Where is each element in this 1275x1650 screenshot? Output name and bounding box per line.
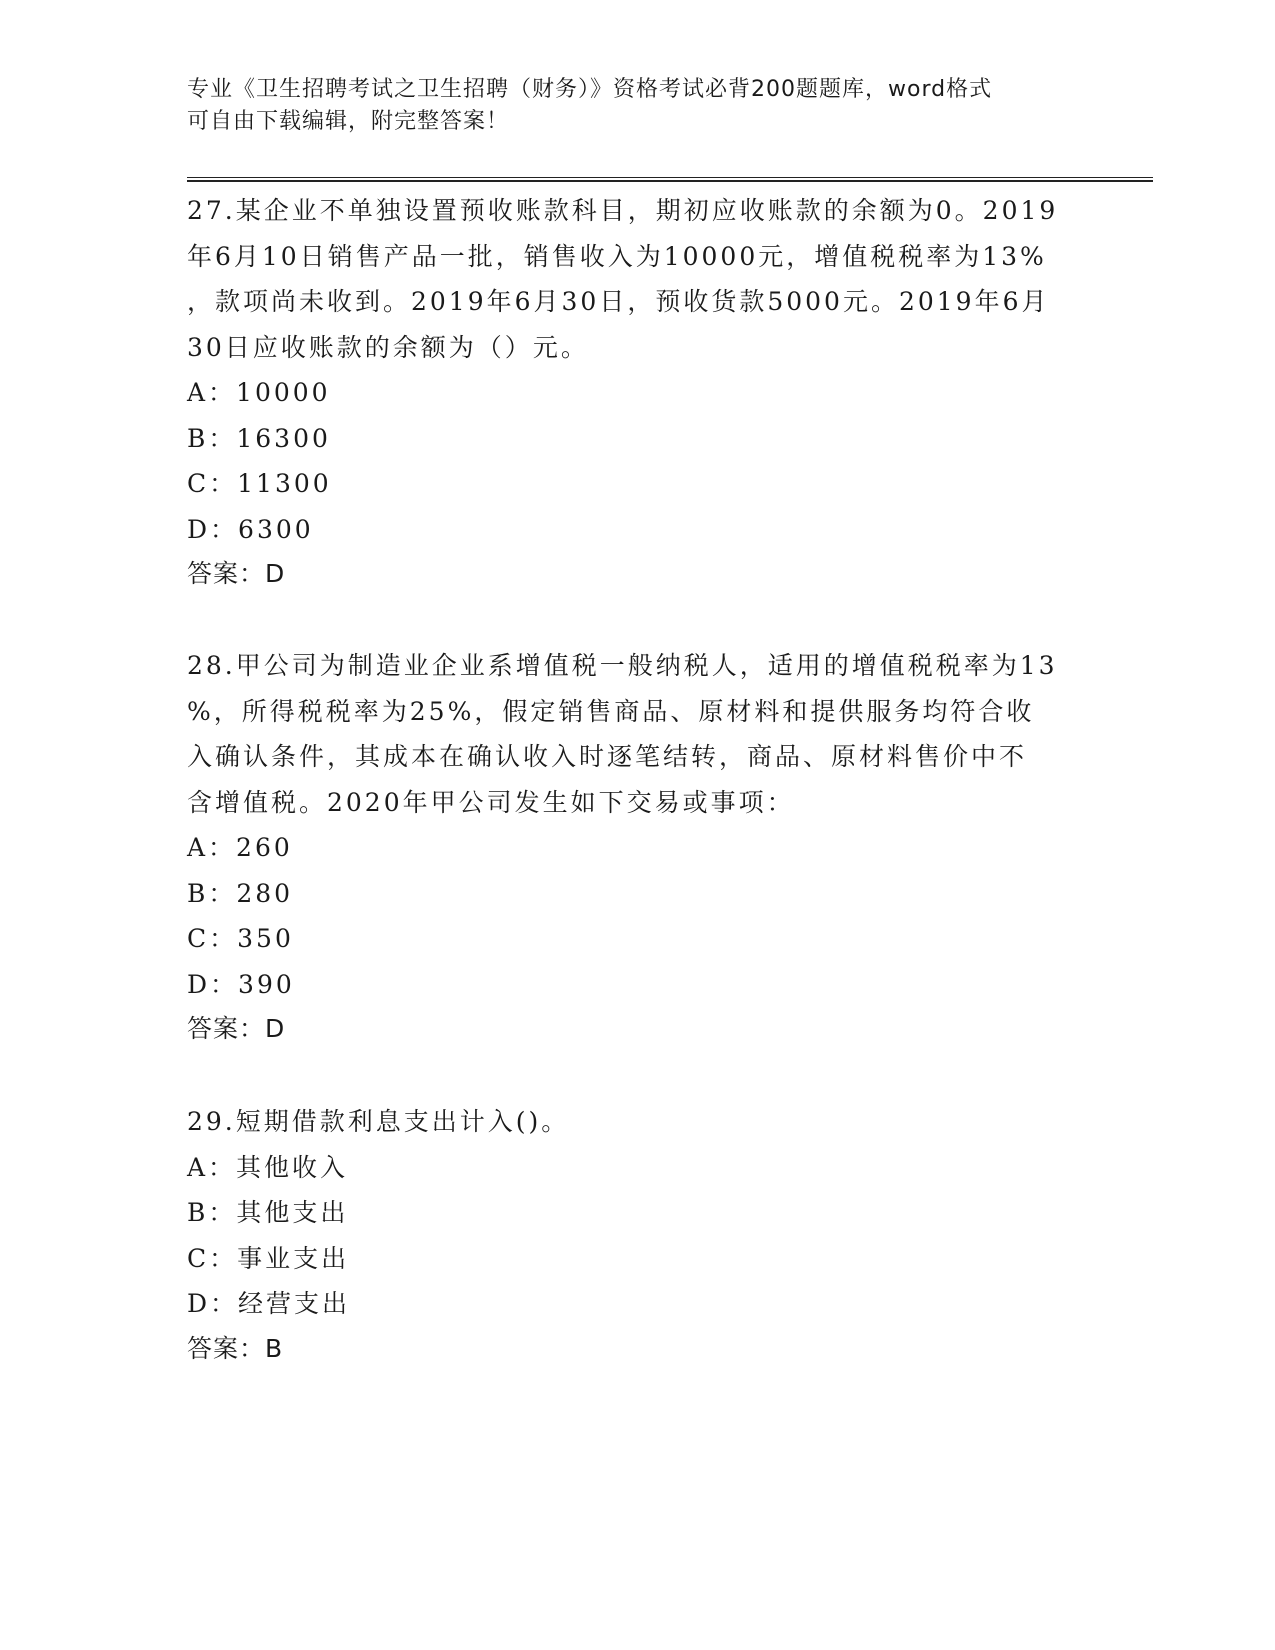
answer-label: 答案：B	[187, 1333, 284, 1363]
option-a: A：10000	[187, 378, 331, 407]
header-line: 可自由下载编辑，附完整答案！	[187, 109, 510, 134]
option-d: D：经营支出	[187, 1289, 351, 1318]
stem-line: 30日应收账款的余额为（）元。	[187, 332, 589, 362]
option-d: D：390	[187, 969, 295, 999]
stem-line: 27.某企业不单独设置预收账款科目，期初应收账款的余额为0。2019	[187, 196, 1059, 225]
document-header	[187, 74, 1067, 138]
option-a: A：其他收入	[187, 1152, 349, 1182]
option-c: C：事业支出	[187, 1243, 350, 1273]
option-d: D：6300	[187, 514, 314, 544]
option-c: C：11300	[187, 469, 332, 498]
header-divider	[187, 177, 1153, 182]
stem-line: ，款项尚未收到。2019年6月30日，预收货款5000元。2019年6月	[187, 287, 1050, 316]
stem-line: 入确认条件，其成本在确认收入时逐笔结转，商品、原材料售价中不	[187, 742, 1028, 771]
stem-line: %，所得税税率为25%，假定销售商品、原材料和提供服务均符合收	[187, 696, 1035, 726]
question-stem	[187, 643, 1087, 825]
question-block	[187, 188, 1087, 596]
option-b: B：16300	[187, 423, 331, 453]
answer-label: 答案：D	[187, 1014, 286, 1043]
stem-line: 29.短期借款利息支出计入()。	[187, 1107, 570, 1136]
stem-line: 含增值税。2020年甲公司发生如下交易或事项：	[187, 787, 795, 817]
stem-line: 28.甲公司为制造业企业系增值税一般纳税人，适用的增值税税率为13	[187, 651, 1058, 680]
answer-label: 答案：D	[187, 559, 286, 588]
option-b: B：其他支出	[187, 1198, 349, 1227]
stem-line: 年6月10日销售产品一批，销售收入为10000元，增值税税率为13%	[187, 241, 1047, 271]
question-block	[187, 1099, 1087, 1371]
option-a: A：260	[187, 833, 293, 862]
option-b: B：280	[187, 878, 294, 908]
header-line: 专业《卫生招聘考试之卫生招聘（财务）》资格考试必背200题题库，word格式	[187, 77, 993, 102]
question-stem	[187, 1099, 1087, 1145]
question-block	[187, 643, 1087, 1051]
question-stem	[187, 188, 1087, 370]
option-c: C：350	[187, 924, 294, 953]
